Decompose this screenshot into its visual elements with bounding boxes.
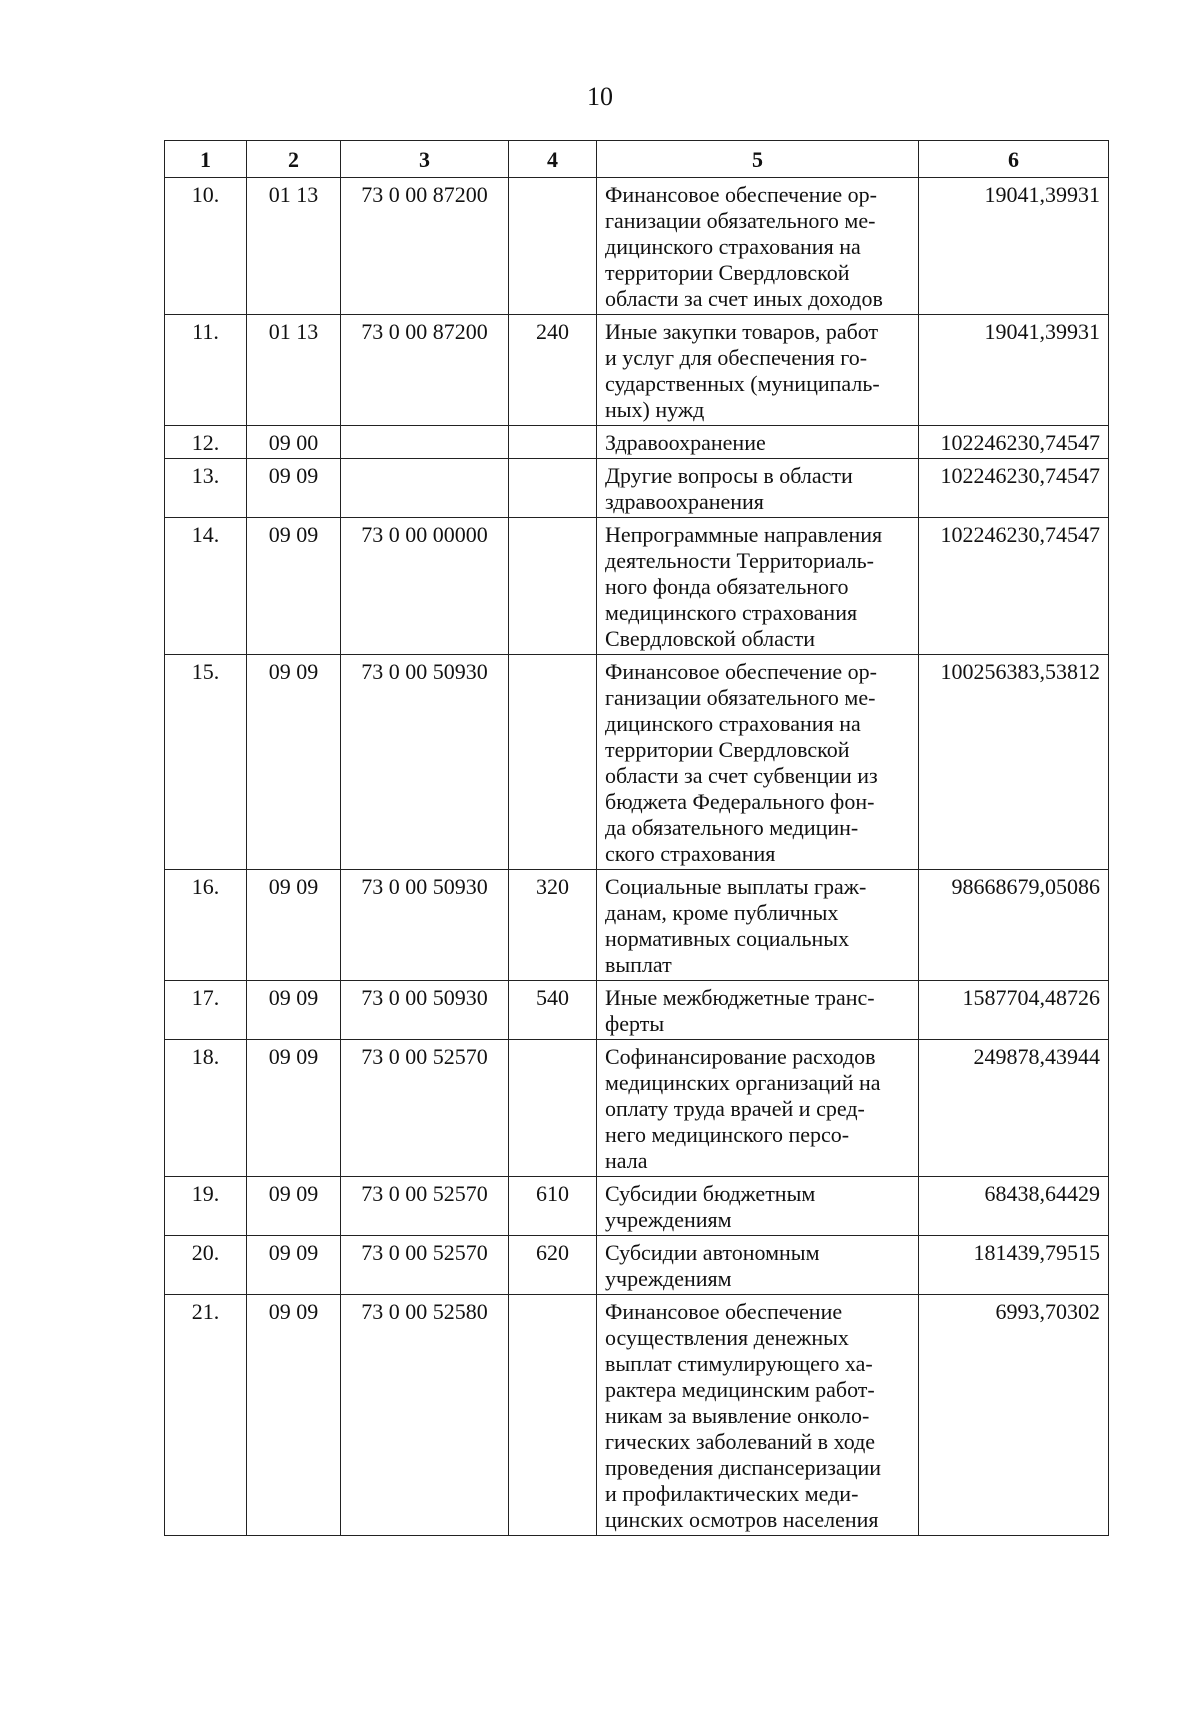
expense-name [597,1177,919,1236]
expense-name-line: медицинского страхования [605,600,858,625]
row-number: 15. [165,655,247,870]
target-article-code: 73 0 00 00000 [341,518,509,655]
table-row [165,178,1109,315]
row-number: 10. [165,178,247,315]
target-article-code: 73 0 00 87200 [341,315,509,426]
expense-name-line: территории Свердловской [605,737,850,762]
expense-name-line: никам за выявление онколо- [605,1403,870,1428]
table-body [165,178,1109,1536]
section-code: 09 09 [247,981,341,1040]
expense-type-code: 320 [509,870,597,981]
expense-name-line: него медицинского персо- [605,1122,850,1147]
expense-name-line: ганизации обязательного ме- [605,208,876,233]
target-article-code: 73 0 00 87200 [341,178,509,315]
expense-name-line: Финансовое обеспечение [605,1299,843,1324]
expense-type-code [509,1040,597,1177]
expense-type-code: 610 [509,1177,597,1236]
target-article-code [341,426,509,459]
target-article-code [341,459,509,518]
table-row [165,1177,1109,1236]
table-row [165,315,1109,426]
target-article-code: 73 0 00 50930 [341,655,509,870]
expense-name-line: цинских осмотров населения [605,1507,879,1532]
expense-name-line: Финансовое обеспечение ор- [605,182,877,207]
expense-name-line: здравоохранения [605,489,764,514]
expense-name-line: ского страхования [605,841,776,866]
expense-type-code: 620 [509,1236,597,1295]
target-article-code: 73 0 00 52570 [341,1236,509,1295]
expense-name [597,315,919,426]
expense-name-line: области за счет субвенции из [605,763,878,788]
expense-name-line: дицинского страхования на [605,234,861,259]
expense-name [597,459,919,518]
amount: 6993,70302 [919,1295,1109,1536]
expense-type-code [509,178,597,315]
header-cell: 6 [919,141,1109,178]
expense-name-line: области за счет иных доходов [605,286,883,311]
expense-name-line: Софинансирование расходов [605,1044,876,1069]
expense-name [597,1040,919,1177]
table-row [165,981,1109,1040]
expense-name-line: Непрограммные направления [605,522,883,547]
target-article-code: 73 0 00 50930 [341,870,509,981]
section-code: 09 09 [247,1236,341,1295]
expense-name-line: Субсидии автономным [605,1240,820,1265]
expense-name-line: сударственных (муниципаль- [605,371,880,396]
expense-name [597,1236,919,1295]
expense-name [597,426,919,459]
target-article-code: 73 0 00 52570 [341,1040,509,1177]
row-number: 17. [165,981,247,1040]
expense-type-code [509,1295,597,1536]
page-number: 10 [587,82,613,111]
expense-name [597,981,919,1040]
amount: 68438,64429 [919,1177,1109,1236]
expense-name-line: нормативных социальных [605,926,850,951]
header-row [165,141,1109,178]
amount: 19041,39931 [919,178,1109,315]
expense-name-line: Другие вопросы в области [605,463,853,488]
amount: 102246230,74547 [919,459,1109,518]
target-article-code: 73 0 00 50930 [341,981,509,1040]
expense-name [597,518,919,655]
row-number: 21. [165,1295,247,1536]
amount: 102246230,74547 [919,426,1109,459]
amount: 98668679,05086 [919,870,1109,981]
section-code: 09 09 [247,1295,341,1536]
amount: 181439,79515 [919,1236,1109,1295]
expense-name-line: и профилактических меди- [605,1481,859,1506]
expense-name-line: дицинского страхования на [605,711,861,736]
header-cell: 2 [247,141,341,178]
expense-name-line: учреждениям [605,1266,732,1291]
expense-name [597,655,919,870]
row-number: 12. [165,426,247,459]
amount: 19041,39931 [919,315,1109,426]
table-row [165,655,1109,870]
expense-type-code [509,426,597,459]
row-number: 20. [165,1236,247,1295]
table-row [165,426,1109,459]
expense-type-code [509,655,597,870]
header-cell: 3 [341,141,509,178]
expense-name-line: проведения диспансеризации [605,1455,882,1480]
expense-name [597,1295,919,1536]
expense-name-line: учреждениям [605,1207,732,1232]
section-code: 09 09 [247,518,341,655]
expense-name-line: Здравоохранение [605,430,766,455]
header-cell: 4 [509,141,597,178]
expense-name-line: да обязательного медицин- [605,815,859,840]
expense-name-line: данам, кроме публичных [605,900,839,925]
row-number: 18. [165,1040,247,1177]
amount: 102246230,74547 [919,518,1109,655]
amount: 100256383,53812 [919,655,1109,870]
expense-name-line: и услуг для обеспечения го- [605,345,868,370]
expense-name-line: Субсидии бюджетным [605,1181,816,1206]
expense-name-line: ного фонда обязательного [605,574,849,599]
header-cell: 5 [597,141,919,178]
expense-name [597,870,919,981]
expense-name-line: ных) нужд [605,397,705,422]
expense-name-line: выплат [605,952,672,977]
section-code: 01 13 [247,315,341,426]
section-code: 09 00 [247,426,341,459]
target-article-code: 73 0 00 52570 [341,1177,509,1236]
expense-type-code: 240 [509,315,597,426]
expense-type-code: 540 [509,981,597,1040]
expense-name-line: деятельности Территориаль- [605,548,874,573]
expense-name-line: ферты [605,1011,665,1036]
expense-name-line: рактера медицинским работ- [605,1377,875,1402]
expense-name-line: выплат стимулирующего ха- [605,1351,873,1376]
table-row [165,1295,1109,1536]
expense-name-line: бюджета Федерального фон- [605,789,875,814]
expense-name-line: осуществления денежных [605,1325,849,1350]
expense-name-line: оплату труда врачей и сред- [605,1096,865,1121]
table-row [165,459,1109,518]
expense-name-line: нала [605,1148,648,1173]
target-article-code: 73 0 00 52580 [341,1295,509,1536]
amount: 249878,43944 [919,1040,1109,1177]
header-cell: 1 [165,141,247,178]
row-number: 14. [165,518,247,655]
table-row [165,518,1109,655]
row-number: 11. [165,315,247,426]
expense-name-line: гических заболеваний в ходе [605,1429,876,1454]
expense-name-line: Социальные выплаты граж- [605,874,867,899]
amount: 1587704,48726 [919,981,1109,1040]
table-row [165,1040,1109,1177]
section-code: 01 13 [247,178,341,315]
expense-type-code [509,459,597,518]
table-row [165,1236,1109,1295]
table-header [165,141,1109,178]
section-code: 09 09 [247,870,341,981]
expense-type-code [509,518,597,655]
expense-name-line: Иные межбюджетные транс- [605,985,875,1010]
expense-name-line: территории Свердловской [605,260,850,285]
budget-table [164,140,1109,1536]
section-code: 09 09 [247,1040,341,1177]
expense-name-line: ганизации обязательного ме- [605,685,876,710]
expense-name-line: медицинских организаций на [605,1070,881,1095]
section-code: 09 09 [247,655,341,870]
expense-name-line: Финансовое обеспечение ор- [605,659,877,684]
row-number: 19. [165,1177,247,1236]
row-number: 13. [165,459,247,518]
table-row [165,870,1109,981]
section-code: 09 09 [247,1177,341,1236]
expense-name [597,178,919,315]
section-code: 09 09 [247,459,341,518]
row-number: 16. [165,870,247,981]
expense-name-line: Свердловской области [605,626,815,651]
expense-name-line: Иные закупки товаров, работ [605,319,879,344]
